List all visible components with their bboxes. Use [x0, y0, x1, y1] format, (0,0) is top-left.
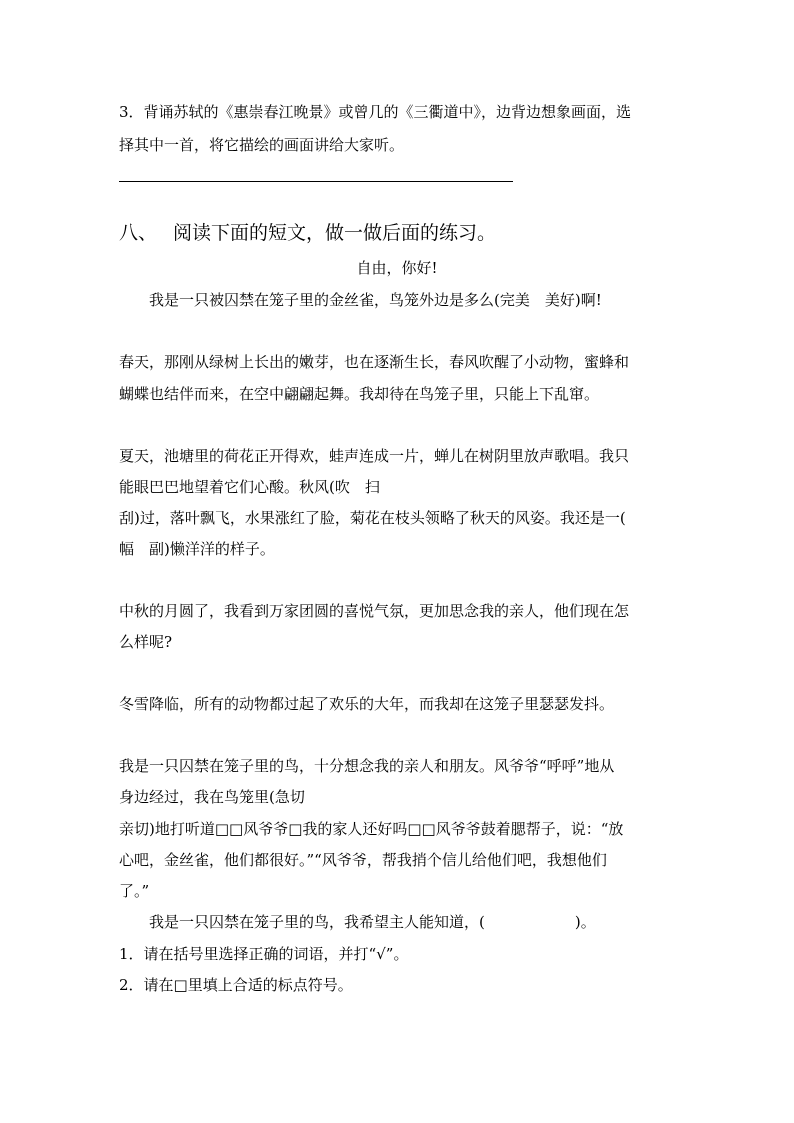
passage-line: 身边经过，我在鸟笼里(急切 [119, 788, 305, 806]
passage-line: 我是一只被囚禁在笼子里的金丝雀，鸟笼外边是多么(完美 美好)啊! [119, 291, 602, 309]
passage-line: 冬雪降临，所有的动物都过起了欢乐的大年，而我却在这笼子里瑟瑟发抖。 [119, 695, 615, 713]
passage-line: 能眼巴巴地望着它们心酸。秋风(吹 扫 [119, 478, 380, 496]
passage-line: 夏天，池塘里的荷花正开得欢，蛙声连成一片，蝉儿在树阴里放声歌唱。我只 [119, 447, 630, 465]
question-2: 2．请在□里填上合适的标点符号。 [119, 976, 353, 994]
passage-line: 刮)过，落叶飘飞，水果涨红了脸，菊花在枝头领略了秋天的风姿。我还是一( [119, 509, 626, 527]
answer-line [119, 181, 513, 182]
passage-line: 中秋的月圆了，我看到万家团圆的喜悦气氛，更加思念我的亲人，他们现在怎 [119, 602, 630, 620]
passage-line: 我是一只囚禁在笼子里的鸟，我希望主人能知道，( )。 [119, 913, 596, 931]
section-title: 阅读下面的短文，做一做后面的练习。 [173, 222, 497, 244]
passage-line: 了。” [119, 882, 150, 900]
question-3-line-1: 3．背诵苏轼的《惠崇春江晚景》或曾几的《三衢道中》，边背边想象画面，选 [119, 103, 632, 121]
section-number: 八、 [119, 222, 158, 244]
question-1: 1．请在括号里选择正确的词语，并打“√”。 [119, 945, 409, 963]
passage-line: 心吧，金丝雀，他们都很好。”“风爷爷，帮我捎个信儿给他们吧，我想他们 [119, 851, 607, 869]
passage-line: 蝴蝶也结伴而来，在空中翩翩起舞。我却待在鸟笼子里，只能上下乱窜。 [119, 385, 600, 403]
question-3-line-2: 择其中一首，将它描绘的画面讲给大家听。 [119, 136, 405, 154]
passage-line: 我是一只囚禁在笼子里的鸟，十分想念我的亲人和朋友。风爷爷“呼呼”地从 [119, 757, 615, 775]
passage-line: 幅 副)懒洋洋的样子。 [119, 540, 275, 558]
section-8-heading [119, 220, 496, 246]
passage-line: 春天，那刚从绿树上长出的嫩芽，也在逐渐生长，春风吹醒了小动物，蜜蜂和 [119, 353, 630, 371]
passage-line: 亲切)地打听道□□风爷爷□我的家人还好吗□□风爷爷鼓着腮帮子，说：“放 [119, 820, 624, 838]
passage-title: 自由，你好! [356, 259, 438, 277]
passage-line: 么样呢? [119, 633, 173, 651]
